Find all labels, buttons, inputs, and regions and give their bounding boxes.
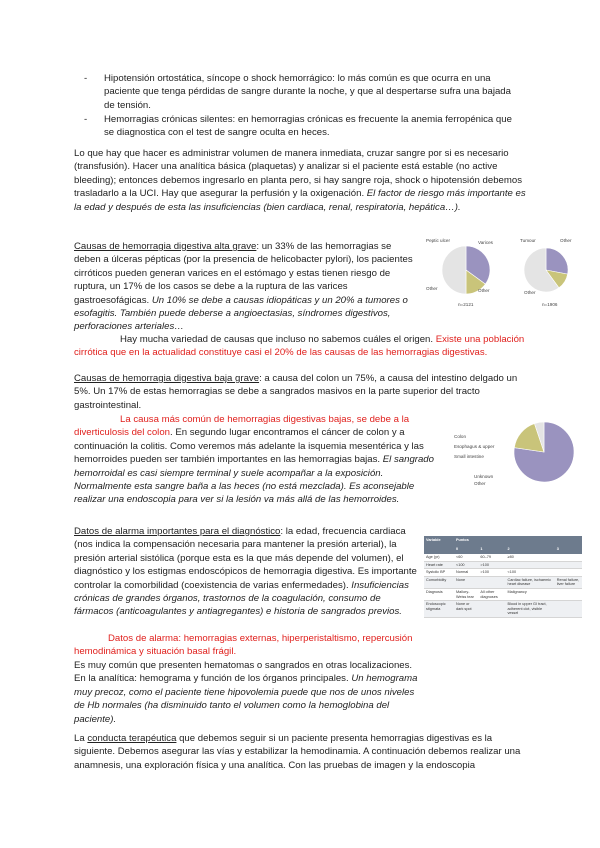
- figure-pies-alta: [424, 236, 584, 312]
- table-cell: Systolic BP: [424, 569, 454, 577]
- table-cell: Renal failure, liver failure: [555, 576, 582, 588]
- poblacion-red: Existe una población cirrótica que en la actualidad constituye casi el 20% de las causas de las hemorragias digestivas.: [74, 334, 525, 359]
- table-cell: Heart rate: [424, 561, 454, 569]
- table-cell: Age (yr): [424, 554, 454, 561]
- table-cell: Diagnosis: [424, 588, 454, 600]
- table-cell: Comorbidity: [424, 576, 454, 588]
- paragraph-volumen-text: Lo que hay que hacer es administrar volumen de manera inmediata, cruzar sangre por si es necesario (transfusión). Hacer una analítica básica (plaquetas) y analizar si el paciente está estable (no active bleeding); entonces debemos ingresarlo en planta pero, si hay sangre roja, shock o hipotensión debemos trasladarlo a la UCI. Hay que asegurar la perfusión y la oxigenación.: [74, 148, 522, 200]
- table-cell: 60–79: [478, 554, 505, 561]
- table-cell: Malignancy: [506, 588, 555, 600]
- caption-n1: n=2121: [458, 302, 474, 307]
- paragraph-poblacion-cirrotica: [74, 333, 526, 360]
- pie1-label-1: Varices: [478, 240, 493, 245]
- conducta-text: que debemos seguir si un paciente presenta hemorragias digestivas es la siguiente. Debemos asegurar las vías y estabilizar la hemodinamia. A continuación debemos realizar una anamnesis, una exploración física y una analítica. Con las pruebas de imagen y la endoscopia: [74, 733, 521, 771]
- paragraph-volumen: [74, 147, 526, 214]
- pie1-slice-other: [442, 246, 466, 294]
- bullet-hipotension: Hipotensión ortostática, síncope o shock hemorrágico: lo más común es que ocurra en una paciente que tenga pérdidas de sangre durante la noche, y que al despertarse sufra una bajada de tensión.: [104, 73, 511, 111]
- table-header: Variable: [424, 536, 454, 545]
- table-cell: None or dark spot: [454, 601, 478, 618]
- paragraph-diverticulosis: [74, 413, 440, 507]
- pie3-label-2: Small intestine: [454, 454, 484, 459]
- pie1-label-2: Other: [426, 286, 438, 291]
- table-cell: <100: [454, 561, 478, 569]
- alta-text: : un 33% de las hemorragias se deben a úlceras pépticas (por la presencia de helicobacter pylori), los pacientes cirróticos pueden generan varices en el estómago y estas tienen riesgo de ruptura, un 17% de los casos se debe a la ruptura de las varices gastroesofágicas.: [74, 241, 413, 306]
- table-cell: Endoscopic stigmata: [424, 601, 454, 618]
- diverticulosis-red: La causa más común de hemorragias digestivas bajas, se debe a la diverticulosis del colon: [74, 414, 410, 439]
- bullet-marker: -: [84, 73, 88, 84]
- table-row: [424, 576, 582, 588]
- pie3-label-1: Esophagus & upper: [454, 444, 495, 449]
- figure-pie-baja: [452, 414, 584, 490]
- table-cell: [506, 561, 555, 569]
- table-subheader: [424, 545, 454, 554]
- table-cell: All other diagnoses: [478, 588, 505, 600]
- heading-conducta-terapeutica: conducta terapéutica: [87, 733, 177, 744]
- table-cell: Mallory-Weiss tear: [454, 588, 478, 600]
- pie3-label-4: Other: [474, 481, 486, 486]
- table-subheader: 0: [454, 545, 478, 554]
- table-subheader-row: [424, 545, 582, 554]
- table-cell: <100: [506, 569, 555, 577]
- table-cell: [478, 576, 505, 588]
- table-row: [424, 569, 582, 577]
- conducta-pre: La: [74, 733, 88, 744]
- bullet-hemorragias-cronicas: Hemorragias crónicas silentes: en hemorragias crónicas es frecuente la anemia ferropénica que se diagnostica con el test de sangre oculta en heces.: [104, 114, 512, 139]
- table-cell: [555, 601, 582, 618]
- paragraph-hematomas: [74, 659, 420, 726]
- pie1-label-0: Peptic ulcer: [426, 238, 451, 243]
- table-cell: [555, 569, 582, 577]
- table-cell: [555, 561, 582, 569]
- pie2-label-2: Other: [524, 290, 536, 295]
- alta-italic: Un 10% se debe a causas idiopáticas y un 20% a tumores o esofagitis. También puede deberse a angioectasias, síndromes digestivos, perforaciones arteriales…: [74, 294, 408, 333]
- table-cell: [555, 554, 582, 561]
- section-conducta-terapeutica: [74, 732, 526, 772]
- alarma-text: : la edad, frecuencia cardiaca (nos indica la compensación necesaria para mantener la presión arterial), la presión arterial sistólica (porque esta es la que más depende del volumen), el diagnóstico y los estigmas endoscópicos de hemorragia digestiva. Es importante controlar la comorbilidad (coexistencia de varias enfermedades).: [74, 526, 417, 591]
- pie1-label-3: Other: [478, 288, 490, 293]
- hematomas-italic: Un hemograma muy precoz, como el paciente tiene hipovolemia puede que nos de unos niveles de Hb normales (ha disminuido tanto el volumen como la hemoglobina del paciente).: [74, 673, 418, 725]
- section-datos-alarma: [74, 525, 420, 619]
- diverticulosis-italic: El sangrado hemorroidal es casi siempre terminal y suele acompañar a la exposición. Normalmente esta sangre baña a las heces (no está mezclada). Es aconsejable realizar una endoscopia para ver si la lesión va más allá de las hemorroides.: [74, 454, 434, 506]
- table-row: [424, 561, 582, 569]
- pie-baja-svg: [452, 414, 584, 490]
- table-header-row: [424, 536, 582, 545]
- paragraph-volumen-italic: El factor de riesgo más importante es la edad y después de esta las insuficiencias (bien cardiaca, renal, respiratoria, hepática…).: [74, 188, 526, 213]
- table-cell: Blood in upper GI tract, adherent clot, visible vessel: [506, 601, 555, 618]
- table-cell: ≥80: [506, 554, 555, 561]
- score-table: [424, 536, 582, 618]
- paragraph-datos-alarma-red: Datos de alarma: hemorragias externas, hiperperistaltismo, repercusión hemodinámica y situación basal frágil.: [74, 633, 413, 658]
- heading-baja-grave: Causas de hemorragia digestiva baja grave: [74, 373, 260, 384]
- table-row: [424, 554, 582, 561]
- pie2-label-1: Other: [560, 238, 572, 243]
- table-subheader: 3: [555, 545, 582, 554]
- table-subheader: 1: [478, 545, 505, 554]
- pie2-slice-peptic-ulcer: [546, 248, 568, 274]
- table-cell: >100: [478, 569, 505, 577]
- bullet-marker: -: [84, 114, 88, 125]
- table-cell: Cardiac failure, ischaemic heart disease: [506, 576, 555, 588]
- table-cell: Normal: [454, 569, 478, 577]
- alarma-italic: Insuficiencias crónicas de grandes órganos, trastornos de la coagulación, consumo de fármacos (anticoagulantes y antiagregantes) e historia de sangrados previos.: [74, 579, 409, 618]
- heading-alta-grave: Causas de hemorragia digestiva alta grave: [74, 241, 257, 252]
- section-alta-grave: [74, 240, 420, 334]
- pie2-label-0: Tumour: [520, 238, 536, 243]
- table-cell: [555, 588, 582, 600]
- diverticulosis-text: . En segundo lugar encontramos el cáncer de colon y a continuación la colitis. Como veremos más adelante la isquemia mesentérica y las hemorroides pueden ser también importantes en las hemorragias bajas.: [74, 427, 424, 466]
- table-row: [424, 601, 582, 618]
- pies-alta-svg: [424, 236, 584, 312]
- poblacion-text: Hay mucha variedad de causas que incluso no sabemos cuáles el origen.: [120, 334, 436, 345]
- pie3-label-0: Colon: [454, 434, 467, 439]
- table-cell: <60: [454, 554, 478, 561]
- hematomas-text: Es muy común que presenten hematomas o sangrados en otras localizaciones. En la analítica: hemograma y función de los órganos principales.: [74, 660, 413, 685]
- table-cell: >100: [478, 561, 505, 569]
- table-header: Puntos: [454, 536, 582, 545]
- table-subheader: 2: [506, 545, 555, 554]
- heading-datos-alarma: Datos de alarma importantes para el diagnóstico: [74, 526, 281, 537]
- table-cell: [478, 601, 505, 618]
- caption-n2: n=1906: [542, 302, 558, 307]
- table-row: [424, 588, 582, 600]
- baja-text: : a causa del colon un 75%, a causa del intestino delgado un 5%. Un 17% de estas hemorragias se debe a sangrados masivos en la parte superior del tracto gastrointestinal.: [74, 373, 518, 411]
- table-cell: None: [454, 576, 478, 588]
- section-baja-grave: [74, 372, 526, 412]
- pie3-label-3: Unknown: [474, 474, 494, 479]
